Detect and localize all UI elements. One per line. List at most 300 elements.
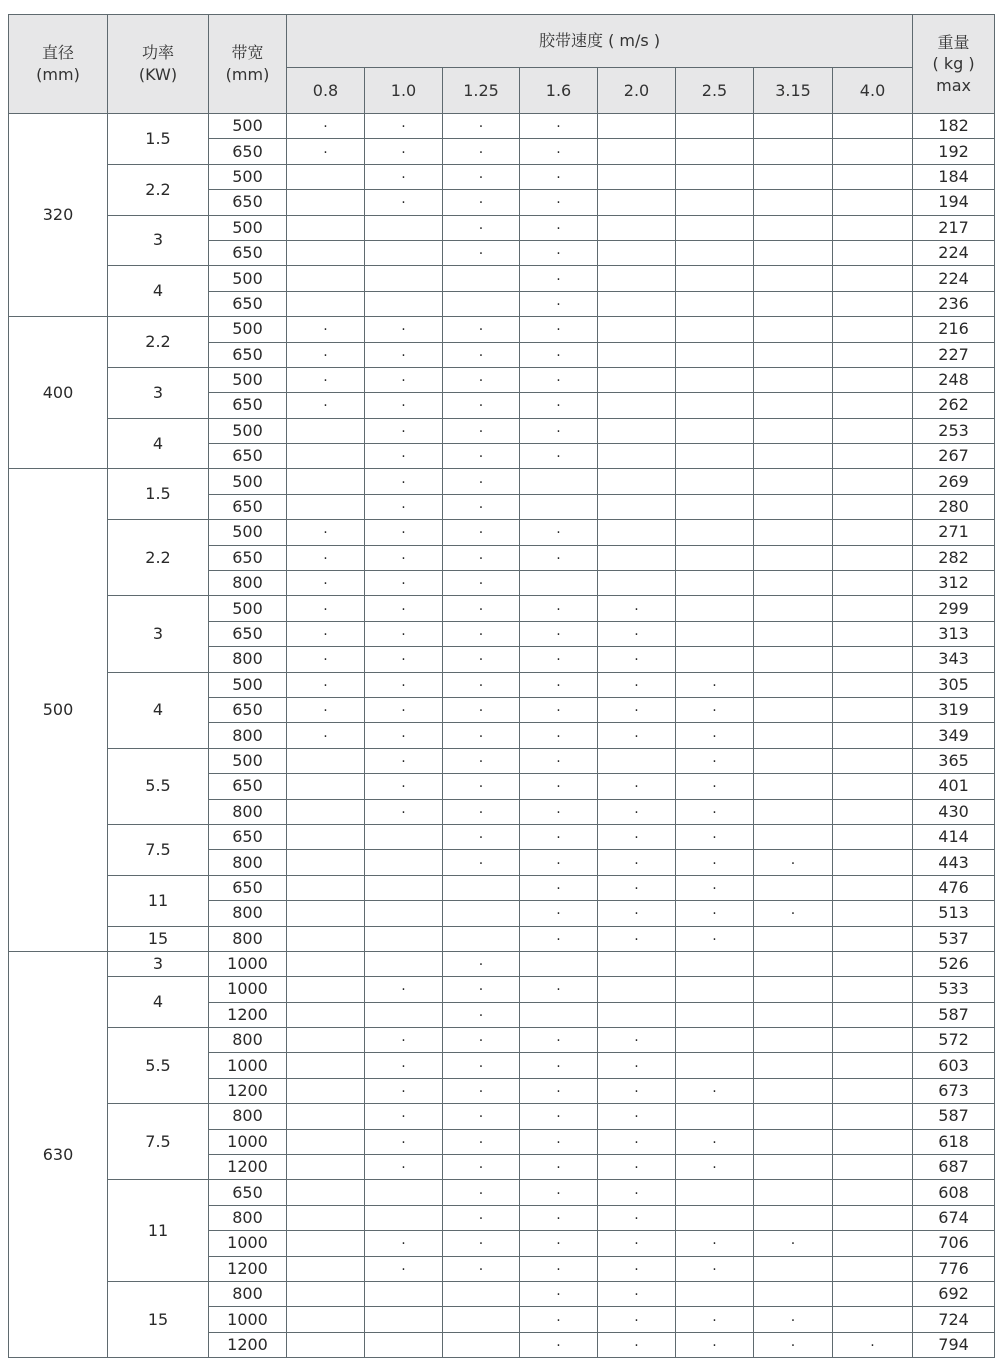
availability-dot: · — [323, 119, 328, 136]
speed-cell — [443, 1256, 520, 1281]
availability-dot: · — [478, 1160, 484, 1177]
weight-cell: 343 — [913, 647, 995, 672]
speed-cell — [443, 1028, 520, 1053]
speed-cell — [520, 1053, 598, 1078]
availability-dot: · — [634, 1134, 639, 1151]
availability-dot: · — [556, 119, 561, 136]
speed-cell — [833, 1307, 913, 1332]
table-row — [9, 1028, 995, 1053]
speed-cell — [676, 1002, 754, 1027]
speed-cell — [520, 190, 598, 215]
header-belt-speed: 胶带速度 ( m/s ) — [287, 15, 913, 68]
power-cell: 3 — [108, 596, 209, 672]
speed-cell — [676, 367, 754, 392]
speed-cell — [520, 901, 598, 926]
header-belt-width: 带宽 (mm) — [209, 15, 287, 114]
header-speed-value: 2.5 — [676, 68, 754, 114]
availability-dot: · — [478, 982, 484, 999]
speed-cell — [287, 571, 365, 596]
speed-cell — [520, 1129, 598, 1154]
table-header — [9, 15, 995, 114]
availability-dot: · — [712, 1312, 717, 1329]
speed-cell — [598, 1104, 676, 1129]
belt-width-cell: 800 — [209, 723, 287, 748]
availability-dot: · — [401, 753, 406, 770]
speed-cell — [443, 824, 520, 849]
speed-cell — [443, 647, 520, 672]
speed-cell — [520, 977, 598, 1002]
availability-dot: · — [634, 627, 639, 643]
availability-dot: · — [712, 931, 717, 948]
speed-cell — [833, 469, 913, 494]
speed-cell — [598, 1129, 676, 1154]
speed-cell — [754, 1231, 833, 1256]
speed-cell — [598, 901, 676, 926]
power-cell: 7.5 — [108, 824, 209, 875]
availability-dot: · — [556, 1185, 561, 1202]
speed-cell — [365, 1104, 443, 1129]
speed-cell — [598, 215, 676, 240]
speed-cell — [598, 1281, 676, 1306]
belt-width-cell: 650 — [209, 291, 287, 316]
availability-dot: · — [478, 753, 484, 770]
diameter-cell: 500 — [9, 469, 108, 951]
speed-cell — [443, 1104, 520, 1129]
weight-cell: 184 — [913, 164, 995, 189]
availability-dot: · — [556, 830, 561, 847]
speed-cell — [754, 291, 833, 316]
availability-dot: · — [712, 1134, 717, 1151]
weight-cell: 253 — [913, 418, 995, 443]
belt-width-cell: 1000 — [209, 1129, 287, 1154]
speed-cell — [754, 1281, 833, 1306]
speed-cell — [287, 824, 365, 849]
weight-cell: 282 — [913, 545, 995, 570]
belt-width-cell: 650 — [209, 494, 287, 519]
speed-cell — [443, 1205, 520, 1230]
belt-width-cell: 800 — [209, 926, 287, 951]
speed-cell — [598, 596, 676, 621]
speed-cell — [520, 875, 598, 900]
availability-dot: · — [712, 753, 717, 770]
speed-cell — [443, 317, 520, 342]
speed-cell — [598, 1307, 676, 1332]
speed-cell — [443, 139, 520, 164]
table-row — [9, 469, 995, 494]
belt-width-cell: 800 — [209, 901, 287, 926]
speed-cell — [833, 1104, 913, 1129]
belt-width-cell: 650 — [209, 393, 287, 418]
speed-cell — [754, 1078, 833, 1103]
availability-dot: · — [323, 550, 328, 567]
speed-cell — [833, 240, 913, 265]
availability-dot: · — [478, 1084, 484, 1101]
speed-cell — [598, 139, 676, 164]
belt-width-cell: 650 — [209, 240, 287, 265]
table-row — [9, 824, 995, 849]
weight-cell: 319 — [913, 697, 995, 722]
availability-dot: · — [478, 474, 484, 491]
speed-cell — [833, 621, 913, 646]
availability-dot: · — [556, 703, 561, 720]
speed-cell — [287, 1180, 365, 1205]
availability-dot: · — [556, 652, 561, 669]
availability-dot: · — [712, 1337, 717, 1354]
availability-dot: · — [323, 322, 328, 339]
speed-cell — [365, 190, 443, 215]
speed-cell — [287, 494, 365, 519]
availability-dot: · — [556, 931, 561, 948]
availability-dot: · — [478, 728, 484, 745]
availability-dot: · — [401, 779, 406, 796]
speed-cell — [833, 1281, 913, 1306]
belt-width-cell: 800 — [209, 647, 287, 672]
availability-dot: · — [401, 449, 406, 466]
speed-cell — [365, 291, 443, 316]
speed-cell — [833, 774, 913, 799]
speed-cell — [598, 1002, 676, 1027]
availability-dot: · — [712, 906, 717, 923]
weight-cell: 192 — [913, 139, 995, 164]
power-cell: 4 — [108, 977, 209, 1028]
speed-cell — [598, 1332, 676, 1357]
availability-dot: · — [478, 1236, 484, 1253]
availability-dot: · — [323, 373, 328, 390]
speed-cell — [443, 545, 520, 570]
belt-width-cell: 650 — [209, 875, 287, 900]
speed-cell — [520, 774, 598, 799]
speed-cell — [598, 342, 676, 367]
speed-cell — [443, 520, 520, 545]
speed-cell — [754, 697, 833, 722]
speed-cell — [365, 418, 443, 443]
speed-cell — [365, 393, 443, 418]
speed-cell — [676, 977, 754, 1002]
availability-dot: · — [323, 525, 328, 542]
availability-dot: · — [401, 1160, 406, 1177]
availability-dot: · — [556, 1134, 561, 1151]
speed-cell — [833, 1155, 913, 1180]
speed-cell — [287, 1028, 365, 1053]
speed-cell — [443, 342, 520, 367]
availability-dot: · — [478, 220, 484, 237]
speed-cell — [365, 723, 443, 748]
speed-cell — [833, 1180, 913, 1205]
belt-width-cell: 500 — [209, 164, 287, 189]
speed-cell — [833, 342, 913, 367]
speed-cell — [676, 1281, 754, 1306]
speed-cell — [676, 1180, 754, 1205]
speed-cell — [676, 114, 754, 139]
availability-dot: · — [634, 703, 639, 720]
speed-cell — [833, 266, 913, 291]
speed-cell — [833, 545, 913, 570]
availability-dot: · — [478, 119, 484, 136]
availability-dot: · — [401, 144, 406, 161]
belt-width-cell: 1200 — [209, 1332, 287, 1357]
belt-width-cell: 1200 — [209, 1002, 287, 1027]
speed-cell — [443, 494, 520, 519]
availability-dot: · — [401, 1109, 406, 1126]
availability-dot: · — [401, 804, 406, 821]
availability-dot: · — [634, 1084, 639, 1101]
speed-cell — [443, 697, 520, 722]
availability-dot: · — [634, 855, 639, 872]
power-cell: 3 — [108, 951, 209, 976]
weight-cell: 687 — [913, 1155, 995, 1180]
speed-cell — [833, 748, 913, 773]
speed-cell — [598, 824, 676, 849]
weight-cell: 365 — [913, 748, 995, 773]
availability-dot: · — [556, 169, 561, 186]
weight-cell: 476 — [913, 875, 995, 900]
availability-dot: · — [634, 1236, 639, 1253]
speed-cell — [520, 164, 598, 189]
belt-width-cell: 500 — [209, 469, 287, 494]
speed-cell — [754, 748, 833, 773]
speed-cell — [365, 494, 443, 519]
speed-cell — [754, 977, 833, 1002]
power-cell: 3 — [108, 367, 209, 418]
speed-cell — [365, 596, 443, 621]
availability-dot: · — [401, 550, 406, 567]
speed-cell — [365, 266, 443, 291]
speed-cell — [833, 901, 913, 926]
speed-cell — [287, 1104, 365, 1129]
power-cell: 1.5 — [108, 114, 209, 165]
speed-cell — [676, 1205, 754, 1230]
speed-cell — [833, 977, 913, 1002]
power-cell: 7.5 — [108, 1104, 209, 1180]
power-cell: 15 — [108, 926, 209, 951]
speed-cell — [754, 469, 833, 494]
table-row — [9, 367, 995, 392]
availability-dot: · — [712, 779, 717, 796]
availability-dot: · — [790, 855, 796, 872]
speed-cell — [520, 723, 598, 748]
speed-cell — [676, 1053, 754, 1078]
speed-cell — [754, 164, 833, 189]
availability-dot: · — [556, 1058, 561, 1075]
header-speed-value: 1.25 — [443, 68, 520, 114]
speed-cell — [598, 545, 676, 570]
speed-cell — [443, 850, 520, 875]
speed-cell — [676, 266, 754, 291]
table-row — [9, 875, 995, 900]
speed-cell — [676, 139, 754, 164]
speed-cell — [520, 520, 598, 545]
speed-cell — [598, 926, 676, 951]
speed-cell — [365, 317, 443, 342]
speed-cell — [287, 1231, 365, 1256]
table-row — [9, 1281, 995, 1306]
table-row — [9, 520, 995, 545]
availability-dot: · — [478, 855, 484, 872]
speed-cell — [520, 1028, 598, 1053]
availability-dot: · — [712, 677, 717, 694]
header-speed-value: 1.0 — [365, 68, 443, 114]
availability-dot: · — [478, 195, 484, 212]
belt-width-cell: 800 — [209, 571, 287, 596]
speed-cell — [754, 850, 833, 875]
belt-width-cell: 500 — [209, 596, 287, 621]
speed-cell — [598, 1256, 676, 1281]
speed-cell — [365, 469, 443, 494]
speed-cell — [833, 799, 913, 824]
availability-dot: · — [556, 627, 561, 643]
speed-cell — [676, 1078, 754, 1103]
availability-dot: · — [478, 347, 484, 364]
availability-dot: · — [634, 1033, 639, 1050]
speed-cell — [287, 520, 365, 545]
availability-dot: · — [478, 449, 484, 466]
power-cell: 4 — [108, 266, 209, 317]
speed-cell — [676, 520, 754, 545]
availability-dot: · — [401, 474, 406, 491]
speed-cell — [676, 291, 754, 316]
speed-cell — [443, 367, 520, 392]
speed-cell — [365, 748, 443, 773]
speed-cell — [287, 1281, 365, 1306]
speed-cell — [676, 494, 754, 519]
speed-cell — [676, 697, 754, 722]
availability-dot: · — [712, 1236, 717, 1253]
speed-cell — [598, 367, 676, 392]
speed-cell — [754, 367, 833, 392]
availability-dot: · — [401, 347, 406, 364]
belt-width-cell: 800 — [209, 1281, 287, 1306]
speed-cell — [365, 1078, 443, 1103]
speed-cell — [833, 393, 913, 418]
speed-cell — [520, 266, 598, 291]
speed-cell — [754, 215, 833, 240]
speed-cell — [443, 748, 520, 773]
speed-cell — [520, 114, 598, 139]
speed-cell — [598, 444, 676, 469]
belt-width-cell: 500 — [209, 418, 287, 443]
speed-cell — [520, 545, 598, 570]
speed-cell — [520, 799, 598, 824]
availability-dot: · — [556, 347, 561, 364]
speed-cell — [754, 1053, 833, 1078]
speed-cell — [833, 520, 913, 545]
belt-width-cell: 1000 — [209, 977, 287, 1002]
availability-dot: · — [556, 220, 561, 237]
availability-dot: · — [556, 982, 561, 999]
speed-cell — [443, 1332, 520, 1357]
speed-cell — [833, 1332, 913, 1357]
speed-cell — [443, 723, 520, 748]
speed-cell — [598, 774, 676, 799]
speed-cell — [754, 1307, 833, 1332]
speed-cell — [365, 444, 443, 469]
speed-cell — [833, 1078, 913, 1103]
availability-dot: · — [478, 1058, 484, 1075]
power-cell: 5.5 — [108, 1028, 209, 1104]
speed-cell — [287, 1002, 365, 1027]
availability-dot: · — [556, 1236, 561, 1253]
speed-cell — [443, 240, 520, 265]
speed-cell — [754, 1205, 833, 1230]
availability-dot: · — [556, 1312, 561, 1329]
speed-cell — [287, 317, 365, 342]
speed-cell — [287, 672, 365, 697]
speed-cell — [443, 1155, 520, 1180]
speed-cell — [520, 215, 598, 240]
belt-width-cell: 800 — [209, 799, 287, 824]
speed-cell — [833, 291, 913, 316]
speed-cell — [520, 494, 598, 519]
availability-dot: · — [634, 728, 639, 745]
table-row — [9, 926, 995, 951]
table-row — [9, 748, 995, 773]
speed-cell — [598, 469, 676, 494]
availability-dot: · — [401, 1134, 406, 1151]
speed-cell — [676, 875, 754, 900]
speed-cell — [754, 723, 833, 748]
speed-cell — [676, 850, 754, 875]
belt-width-cell: 500 — [209, 520, 287, 545]
availability-dot: · — [478, 1007, 484, 1024]
weight-cell: 776 — [913, 1256, 995, 1281]
speed-cell — [598, 951, 676, 976]
speed-cell — [833, 926, 913, 951]
speed-cell — [598, 1053, 676, 1078]
speed-cell — [676, 1307, 754, 1332]
availability-dot: · — [556, 1210, 561, 1227]
speed-cell — [443, 266, 520, 291]
availability-dot: · — [870, 1337, 875, 1354]
availability-dot: · — [634, 779, 639, 796]
speed-cell — [833, 494, 913, 519]
speed-cell — [365, 1053, 443, 1078]
speed-cell — [365, 951, 443, 976]
availability-dot: · — [712, 855, 717, 872]
speed-cell — [365, 240, 443, 265]
speed-cell — [676, 190, 754, 215]
availability-dot: · — [478, 500, 484, 517]
availability-dot: · — [401, 322, 406, 339]
belt-width-cell: 1200 — [209, 1078, 287, 1103]
speed-cell — [598, 1205, 676, 1230]
speed-cell — [365, 215, 443, 240]
speed-cell — [520, 291, 598, 316]
power-cell: 2.2 — [108, 317, 209, 368]
speed-cell — [676, 164, 754, 189]
speed-cell — [520, 571, 598, 596]
speed-cell — [676, 824, 754, 849]
speed-cell — [287, 418, 365, 443]
speed-cell — [754, 596, 833, 621]
weight-cell: 692 — [913, 1281, 995, 1306]
availability-dot: · — [556, 804, 561, 821]
availability-dot: · — [634, 830, 639, 847]
availability-dot: · — [556, 296, 561, 313]
availability-dot: · — [323, 347, 328, 364]
speed-cell — [287, 697, 365, 722]
speed-cell — [833, 418, 913, 443]
weight-cell: 216 — [913, 317, 995, 342]
belt-width-cell: 800 — [209, 1028, 287, 1053]
speed-cell — [365, 1155, 443, 1180]
availability-dot: · — [478, 246, 484, 263]
weight-cell: 299 — [913, 596, 995, 621]
speed-cell — [287, 215, 365, 240]
speed-cell — [443, 215, 520, 240]
table-body — [9, 114, 995, 1358]
availability-dot: · — [634, 1185, 639, 1202]
speed-cell — [598, 317, 676, 342]
